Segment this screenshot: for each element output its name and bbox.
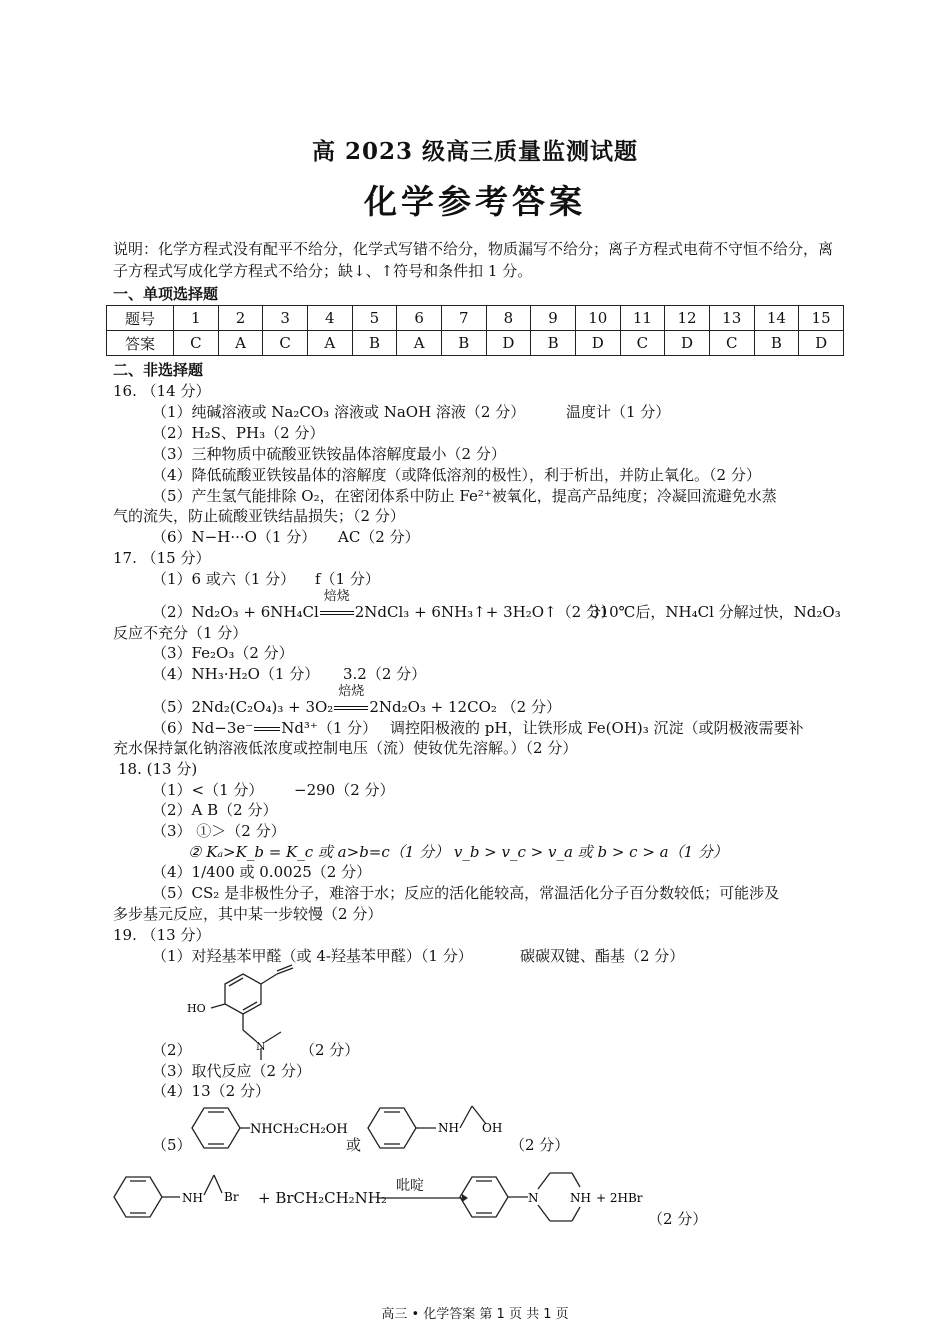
rx-condition: 吡啶 bbox=[396, 1178, 424, 1194]
answer-title: 化学参考答案 bbox=[364, 182, 586, 221]
q17-eq5-left: （5）2Nd₂(C₂O₄)₃ + 3O₂ bbox=[152, 698, 334, 716]
q19-answer-2b: （2 分） bbox=[300, 1041, 360, 1059]
q17-answer-2b: 310℃后，NH₄Cl 分解过快，Nd₂O₃ bbox=[590, 603, 841, 621]
q17-eq6-left: （6）Nd−3e⁻ bbox=[152, 719, 254, 737]
question-number-14: 14 bbox=[754, 306, 799, 331]
question-number-7: 7 bbox=[441, 306, 486, 331]
q18-answer-5: （5）CS₂ 是非极性分子，难溶于水；反应的活化能较高，常温活化分子百分数较低；可能涉及 bbox=[152, 884, 780, 902]
question-number-2: 2 bbox=[218, 306, 263, 331]
q17-answer-4: （4）NH₃·H₂O（1 分） bbox=[152, 665, 320, 683]
q17-heading: 17. （15 分） bbox=[113, 549, 211, 567]
answer-9: B bbox=[531, 331, 576, 356]
row-label-number: 题号 bbox=[107, 306, 174, 331]
q16-heading: 16. （14 分） bbox=[113, 382, 211, 400]
answer-4: A bbox=[307, 331, 352, 356]
answer-12: D bbox=[665, 331, 710, 356]
answer-13: C bbox=[709, 331, 754, 356]
q16-answer-1: （1）纯碱溶液或 Na₂CO₃ 溶液或 NaOH 溶液（2 分） bbox=[152, 403, 526, 421]
q17-answer-5 bbox=[152, 684, 561, 717]
roast-condition-label-2: 焙烧 bbox=[338, 684, 365, 699]
page-footer: 高三 • 化学答案 第 1 页 共 1 页 bbox=[381, 1307, 569, 1322]
answer-15: D bbox=[799, 331, 844, 356]
question-number-13: 13 bbox=[709, 306, 754, 331]
q19-answer-5: （5） bbox=[152, 1136, 192, 1154]
rx-br-label: Br bbox=[224, 1190, 239, 1204]
q18-answer-1b: −290（2 分） bbox=[294, 781, 395, 799]
row-label-answer: 答案 bbox=[107, 331, 174, 356]
question-number-9: 9 bbox=[531, 306, 576, 331]
q18-answer-5b: 多步基元反应，其中某一步较慢（2 分） bbox=[113, 905, 383, 923]
q17-eq6-right: Nd³⁺（1 分） bbox=[281, 719, 378, 737]
question-number-1: 1 bbox=[174, 306, 219, 331]
question-number-11: 11 bbox=[620, 306, 665, 331]
q17-answer-1b: f（1 分） bbox=[315, 570, 380, 588]
answer-8: D bbox=[486, 331, 531, 356]
answer-5: B bbox=[352, 331, 397, 356]
rx-n-label: N bbox=[528, 1191, 539, 1205]
q19-5-label1: NHCH₂CH₂OH bbox=[250, 1122, 348, 1137]
rx-nh2-label: NH bbox=[570, 1191, 591, 1205]
q18-answer-1: （1）<（1 分） bbox=[152, 781, 264, 799]
q19-structure-5b bbox=[364, 1100, 514, 1155]
q19-answer-2: （2） bbox=[152, 1041, 192, 1059]
q18-answer-4: （4）1/400 或 0.0025（2 分） bbox=[152, 863, 372, 881]
q19-answer-4: （4）13（2 分） bbox=[152, 1082, 270, 1100]
q18-answer-2: （2）A B（2 分） bbox=[152, 801, 278, 819]
reaction-arrow bbox=[378, 1192, 468, 1204]
answer-6: A bbox=[397, 331, 442, 356]
q19-answer-1b: 碳碳双键、酯基（2 分） bbox=[520, 947, 685, 965]
q17-answer-2 bbox=[152, 589, 616, 622]
roast-condition-2 bbox=[333, 684, 369, 717]
answer-table bbox=[106, 305, 844, 356]
q16-answer-4: （4）降低硫酸亚铁铵晶体的溶解度（或降低溶剂的极性），利于析出，并防止氧化。（2 分） bbox=[152, 466, 761, 484]
answer-7: B bbox=[441, 331, 486, 356]
rx-score: （2 分） bbox=[648, 1210, 708, 1228]
question-number-4: 4 bbox=[307, 306, 352, 331]
equation-sign-2 bbox=[334, 706, 368, 710]
question-number-5: 5 bbox=[352, 306, 397, 331]
struct-n-label: N bbox=[256, 1040, 266, 1053]
q16-answer-1b: 温度计（1 分） bbox=[566, 403, 671, 421]
equation-sign bbox=[320, 611, 354, 615]
q17-answer-6c: 充水保持氯化钠溶液低浓度或控制电压（流）使钕优先溶解。）（2 分） bbox=[113, 739, 578, 757]
question-number-12: 12 bbox=[665, 306, 710, 331]
table-row-numbers bbox=[107, 306, 844, 331]
rx-reagent: + BrCH₂CH₂NH₂ bbox=[258, 1189, 387, 1207]
q16-answer-5: （5）产生氢气能排除 O₂，在密闭体系中防止 Fe²⁺被氧化，提高产品纯度；冷凝回流避免水蒸 bbox=[152, 487, 777, 505]
q19-5-nh: NH bbox=[438, 1121, 459, 1135]
question-number-6: 6 bbox=[397, 306, 442, 331]
q19-structure-5a bbox=[188, 1100, 358, 1150]
roast-condition-label: 焙烧 bbox=[323, 589, 350, 604]
question-number-3: 3 bbox=[263, 306, 308, 331]
q16-answer-3: （3）三种物质中硫酸亚铁铵晶体溶解度最小（2 分） bbox=[152, 445, 506, 463]
answer-2: A bbox=[218, 331, 263, 356]
grading-note: 说明：化学方程式没有配平不给分，化学式写错不给分，物质漏写不给分；离子方程式电荷不守恒不给分，离子方程式写成化学方程式不给分；缺↓、↑符号和条件扣 1 分。 bbox=[113, 240, 834, 280]
roast-condition bbox=[319, 589, 355, 622]
question-number-10: 10 bbox=[575, 306, 620, 331]
q17-answer-6 bbox=[152, 718, 377, 738]
q19-structure-2 bbox=[185, 962, 325, 1052]
q18-heading: 18. (13 分) bbox=[118, 760, 198, 778]
q16-answer-2: （2）H₂S、PH₃（2 分） bbox=[152, 424, 325, 442]
rx-product-label: + 2HBr bbox=[596, 1191, 643, 1205]
exam-title: 高 2023 级高三质量监测试题 bbox=[311, 138, 639, 165]
table-row-answers bbox=[107, 331, 844, 356]
q16-answer-5b: 气的流失，防止硫酸亚铁结晶损失；（2 分） bbox=[113, 507, 405, 525]
q16-answer-6b: AC（2 分） bbox=[338, 528, 420, 546]
rx-nh-label: NH bbox=[182, 1191, 203, 1205]
answer-11: C bbox=[620, 331, 665, 356]
answer-10: D bbox=[575, 331, 620, 356]
q19-answer-3: （3）取代反应（2 分） bbox=[152, 1062, 311, 1080]
answer-1: C bbox=[174, 331, 219, 356]
q19-heading: 19. （13 分） bbox=[113, 926, 211, 944]
equation-sign-3 bbox=[254, 727, 280, 731]
q19-answer-1: （1）对羟基苯甲醛（或 4-羟基苯甲醛）（1 分） bbox=[152, 947, 473, 965]
question-number-8: 8 bbox=[486, 306, 531, 331]
q18-answer-3: （3） ①＞（2 分） bbox=[152, 822, 286, 840]
answer-3: C bbox=[263, 331, 308, 356]
answer-14: B bbox=[754, 331, 799, 356]
struct-ho-label: HO bbox=[187, 1002, 206, 1015]
q17-answer-6b: 调控阳极液的 pH，让铁形成 Fe(OH)₃ 沉淀（或阴极液需要补 bbox=[390, 719, 804, 737]
q16-answer-6: （6）N−H···O（1 分） bbox=[152, 528, 317, 546]
q18-answer-3b: ② Kₐ>K_b = K_c 或 a>b=c（1 分） v_b > v_c > v_a 或 b > c > a（1 分） bbox=[188, 843, 728, 861]
q17-eq2-left: （2）Nd₂O₃ + 6NH₄Cl bbox=[152, 603, 319, 621]
q17-answer-2c: 反应不充分（1 分） bbox=[113, 624, 248, 642]
q17-answer-3: （3）Fe₂O₃（2 分） bbox=[152, 644, 294, 662]
q19-5-score: （2 分） bbox=[510, 1136, 570, 1154]
q17-eq5-right: 2Nd₂O₃ + 12CO₂ （2 分） bbox=[369, 698, 561, 716]
q17-eq2-right: 2NdCl₃ + 6NH₃↑+ 3H₂O↑（2 分） bbox=[354, 603, 616, 621]
q19-5-or: 或 bbox=[346, 1136, 362, 1154]
q17-answer-4b: 3.2（2 分） bbox=[343, 665, 427, 683]
section-single-choice: 一、单项选择题 bbox=[113, 285, 219, 303]
q17-answer-1: （1）6 或六（1 分） bbox=[152, 570, 296, 588]
question-number-15: 15 bbox=[799, 306, 844, 331]
reaction-product bbox=[456, 1165, 666, 1229]
section-non-choice: 二、非选择题 bbox=[113, 361, 204, 379]
q19-5-oh: OH bbox=[482, 1121, 503, 1135]
